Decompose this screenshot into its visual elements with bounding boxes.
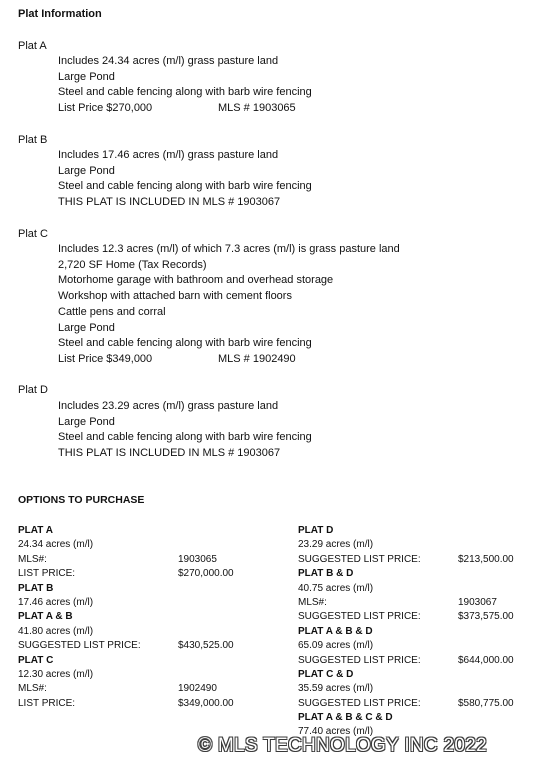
options-right-column (298, 524, 528, 740)
option-label: SUGGESTED LIST PRICE: (298, 654, 421, 666)
plat-d-line: THIS PLAT IS INCLUDED IN MLS # 1903067 (58, 447, 281, 460)
option-row (298, 639, 528, 653)
option-row (18, 682, 278, 696)
option-plat-heading: PLAT B & D (298, 568, 354, 580)
plat-c-price: List Price $349,000 (58, 352, 153, 365)
option-label: MLS#: (18, 683, 47, 695)
option-row (18, 596, 278, 610)
plat-b-line: THIS PLAT IS INCLUDED IN MLS # 1903067 (58, 196, 281, 209)
option-row (18, 567, 278, 581)
option-plat-heading: PLAT B (18, 582, 54, 594)
option-label: 12.30 acres (m/l) (18, 668, 94, 680)
option-label: SUGGESTED LIST PRICE: (298, 697, 421, 709)
plat-b-line: Steel and cable fencing along with barb wire fencing (58, 180, 312, 193)
plat-d-name: Plat D (18, 384, 48, 396)
option-value: $270,000.00 (178, 568, 234, 580)
option-label: 77.40 acres (m/l) (298, 726, 374, 738)
option-value: $644,000.00 (458, 654, 514, 666)
option-value: $430,525.00 (178, 640, 234, 652)
plat-c-details (58, 242, 400, 368)
option-row (18, 697, 278, 711)
plat-a-line: Includes 24.34 acres (m/l) grass pasture land (58, 55, 279, 67)
option-value: $373,575.00 (458, 611, 514, 623)
option-row (298, 567, 528, 581)
plat-a-price: List Price $270,000 (58, 102, 153, 115)
option-label: LIST PRICE: (18, 697, 76, 709)
option-label: 35.59 acres (m/l) (298, 683, 374, 695)
option-row (298, 538, 528, 552)
option-row (18, 668, 278, 682)
plat-c-line: 2,720 SF Home (Tax Records) (58, 258, 207, 271)
plat-a-mls: MLS # 1903065 (218, 102, 296, 115)
plat-a-details (58, 54, 312, 117)
option-row (298, 682, 528, 696)
option-plat-heading: PLAT A & B (18, 611, 73, 623)
plat-b-line: Large Pond (58, 164, 115, 177)
option-row (298, 610, 528, 624)
option-value: 1903067 (458, 596, 497, 608)
plat-c-name: Plat C (18, 228, 48, 240)
option-label: 24.34 acres (m/l) (18, 539, 94, 551)
plat-c-mls: MLS # 1902490 (218, 352, 296, 365)
plat-a-name: Plat A (18, 40, 47, 52)
option-label: 40.75 acres (m/l) (298, 582, 374, 594)
option-row (18, 625, 278, 639)
plat-c-line: Includes 12.3 acres (m/l) of which 7.3 acres (m/l) is grass pasture land (58, 243, 400, 255)
option-plat-heading: PLAT A (18, 525, 53, 536)
option-plat-heading: PLAT C (18, 654, 54, 666)
option-row (298, 697, 528, 711)
plat-c-line: Steel and cable fencing along with barb wire fencing (58, 337, 312, 350)
plat-c-line: Large Pond (58, 321, 115, 334)
option-row (18, 538, 278, 552)
option-value: $349,000.00 (178, 697, 234, 709)
plat-c-line: Cattle pens and corral (58, 305, 166, 318)
option-row (298, 711, 528, 725)
option-row (298, 596, 528, 610)
option-label: 23.29 acres (m/l) (298, 539, 374, 551)
option-row (298, 654, 528, 668)
option-value: 1903065 (178, 553, 217, 565)
plat-a-line: Steel and cable fencing along with barb wire fencing (58, 86, 312, 99)
plat-d-line: Includes 23.29 acres (m/l) grass pasture land (58, 400, 279, 412)
option-row (298, 553, 528, 567)
option-plat-heading: PLAT D (298, 525, 334, 536)
option-label: SUGGESTED LIST PRICE: (298, 553, 421, 565)
option-label: 41.80 acres (m/l) (18, 625, 94, 637)
option-label: MLS#: (18, 553, 47, 565)
plat-b-name: Plat B (18, 134, 48, 146)
option-row (298, 625, 528, 639)
plat-c-line: Motorhome garage with bathroom and overhead storage (58, 274, 334, 287)
option-row (18, 639, 278, 653)
option-row (18, 553, 278, 567)
options-title: OPTIONS TO PURCHASE (18, 494, 145, 506)
plat-a-line: Large Pond (58, 70, 115, 83)
plat-d-line: Large Pond (58, 415, 115, 428)
option-label: SUGGESTED LIST PRICE: (298, 611, 421, 623)
option-label: MLS#: (298, 596, 327, 608)
option-row (298, 582, 528, 596)
option-label: SUGGESTED LIST PRICE: (18, 640, 141, 652)
option-value: $213,500.00 (458, 553, 514, 565)
option-value: 1902490 (178, 683, 217, 695)
option-row (18, 610, 278, 624)
option-row (298, 524, 528, 538)
option-row (298, 668, 528, 682)
plat-d-line: Steel and cable fencing along with barb wire fencing (58, 431, 312, 444)
option-label: LIST PRICE: (18, 568, 76, 580)
plat-b-details (58, 148, 312, 211)
option-plat-heading: PLAT C & D (298, 668, 354, 680)
options-left-column (18, 524, 278, 711)
option-plat-heading: PLAT A & B & D (298, 625, 373, 637)
option-label: 17.46 acres (m/l) (18, 596, 94, 608)
option-row (18, 582, 278, 596)
plat-c-line: Workshop with attached barn with cement floors (58, 290, 292, 303)
plat-d-details (58, 399, 312, 462)
option-label: 65.09 acres (m/l) (298, 640, 374, 652)
option-plat-heading: PLAT A & B & C & D (298, 712, 393, 724)
plat-a-price-row (58, 101, 312, 117)
option-row (18, 654, 278, 668)
option-row (18, 524, 278, 538)
page-title: Plat Information (18, 8, 102, 20)
plat-b-line: Includes 17.46 acres (m/l) grass pasture land (58, 149, 279, 161)
option-value: $580,775.00 (458, 697, 514, 709)
plat-c-price-row (58, 352, 400, 368)
copyright-watermark: © MLS TECHNOLOGY INC 2022 (198, 735, 488, 756)
